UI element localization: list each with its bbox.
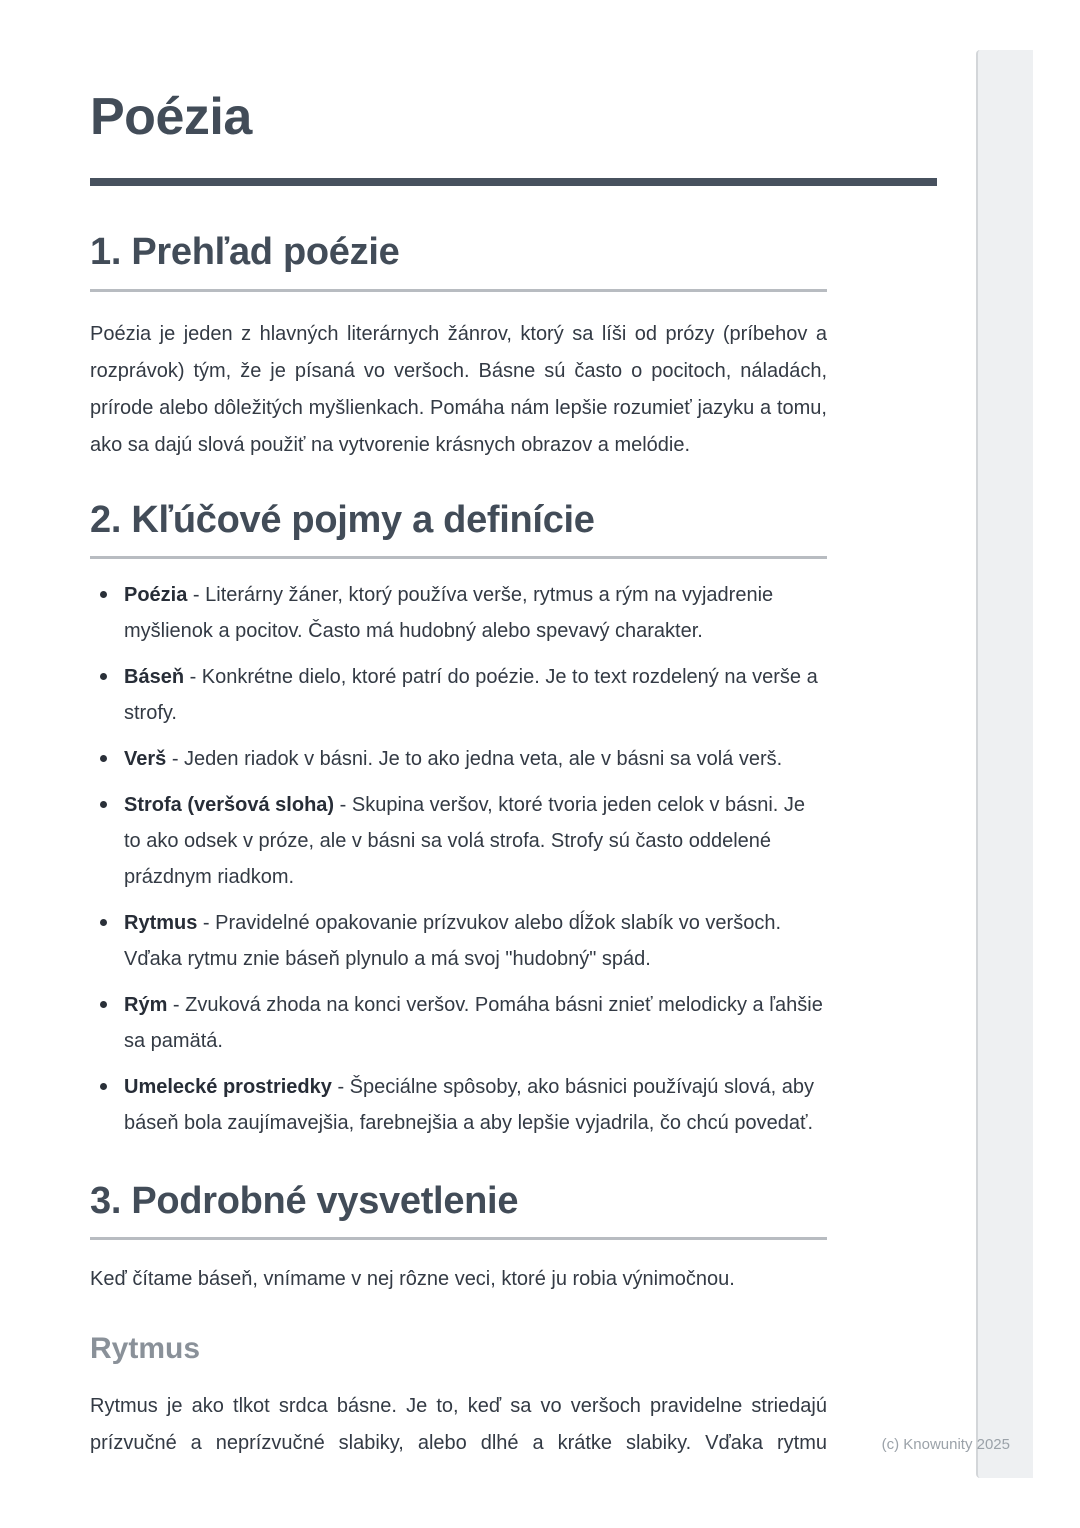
list-item	[90, 905, 827, 977]
list-item	[90, 741, 827, 777]
section-heading-terms: 2. Kľúčové pojmy a definície	[90, 499, 595, 541]
term-description: - Jeden riadok v básni. Je to ako jedna veta, ale v básni sa volá verš.	[166, 748, 783, 770]
list-item	[90, 987, 827, 1059]
list-item	[90, 577, 827, 649]
term-label: Rytmus	[124, 912, 198, 934]
term-description: - Zvuková zhoda na konci veršov. Pomáha básni znieť melodicky a ľahšie sa pamätá.	[124, 994, 823, 1052]
term-label: Báseň	[124, 666, 185, 688]
next-page-edge	[976, 50, 1033, 1478]
term-label: Rým	[124, 994, 168, 1016]
title-divider	[90, 178, 937, 186]
term-label: Umelecké prostriedky	[124, 1076, 332, 1098]
term-description: - Pravidelné opakovanie prízvukov alebo dĺžok slabík vo veršoch. Vďaka rytmu znie báseň plynulo a má svoj "hudobný" spád.	[124, 912, 782, 970]
term-label: Verš	[124, 748, 167, 770]
list-item	[90, 787, 827, 895]
section-divider-detail	[90, 1237, 827, 1240]
terms-list	[90, 577, 827, 1151]
term-label: Poézia	[124, 584, 188, 606]
term-label: Strofa (veršová sloha)	[124, 794, 335, 816]
overview-paragraph: Poézia je jeden z hlavných literárnych žánrov, ktorý sa líši od prózy (príbehov a rozprávok) tým, že je písaná vo veršoch. Básne sú často o pocitoch, náladách, prírode alebo dôležitých myšlienkach. Pomáha nám lepšie rozumieť jazyku a tomu, ako sa dajú slová použiť na vytvorenie krásnych obrazov a melódie.	[90, 323, 827, 456]
term-description: - Špeciálne spôsoby, ako básnici používajú slová, aby báseň bola zaujímavejšia, farebnejšia a aby lepšie vyjadrila, čo chcú povedať.	[124, 1076, 815, 1134]
section-divider-terms	[90, 556, 827, 559]
term-description: - Konkrétne dielo, ktoré patrí do poézie. Je to text rozdelený na verše a strofy.	[124, 666, 818, 724]
page-title: Poézia	[90, 88, 252, 146]
section-divider-overview	[90, 289, 827, 292]
subheading-rytmus: Rytmus	[90, 1332, 201, 1365]
term-description: - Literárny žáner, ktorý používa verše, rytmus a rým na vyjadrenie myšlienok a pocitov. Často má hudobný alebo spevavý charakter.	[124, 584, 774, 642]
list-item	[90, 1069, 827, 1141]
detail-intro-paragraph: Keď čítame báseň, vnímame v nej rôzne veci, ktoré ju robia výnimočnou.	[90, 1268, 735, 1290]
list-item	[90, 659, 827, 731]
term-description: - Skupina veršov, ktoré tvoria jeden celok v básni. Je to ako odsek v próze, ale v básni sa volá strofa. Strofy sú často oddelené prázdnym riadkom.	[124, 794, 806, 888]
rytmus-paragraph: Rytmus je ako tlkot srdca básne. Je to, keď sa vo veršoch pravidelne striedajú prízvučné a neprízvučné slabiky, alebo dlhé a krátke slabiky. Vďaka rytmu	[90, 1395, 827, 1454]
section-heading-detail: 3. Podrobné vysvetlenie	[90, 1180, 519, 1222]
copyright-watermark: (c) Knowunity 2025	[881, 1436, 1010, 1453]
section-heading-overview: 1. Prehľad poézie	[90, 231, 400, 273]
